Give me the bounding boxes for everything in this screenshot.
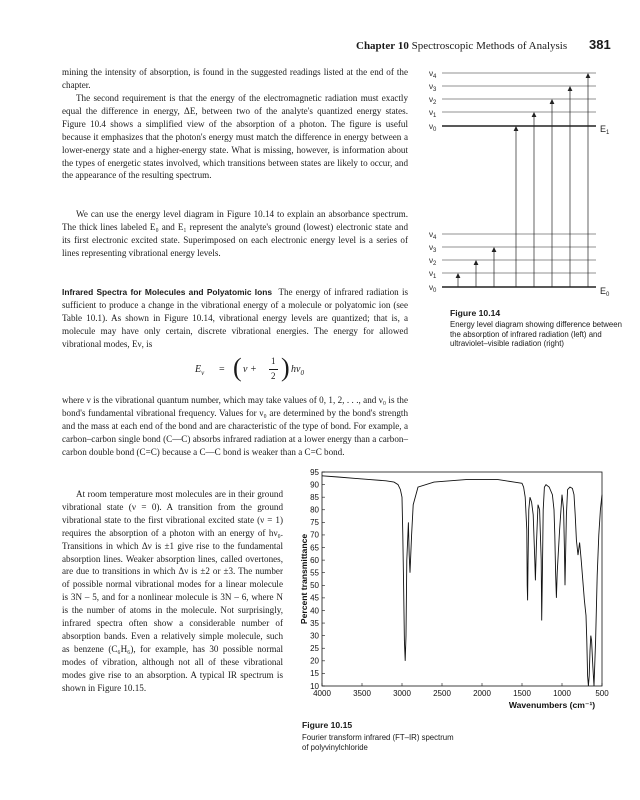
transition-arrow-head — [474, 260, 479, 265]
eq-numerator: 1 — [271, 356, 276, 366]
y-tick-label: 50 — [310, 581, 319, 591]
figure-10-14-caption — [450, 308, 626, 349]
y-tick-label: 15 — [310, 669, 319, 679]
chart-axes — [322, 472, 602, 686]
figure-10-15-caption — [302, 720, 542, 752]
chapter-number: 10 — [397, 40, 409, 52]
x-tick-label: 4000 — [313, 689, 331, 698]
x-axis-label: Wavenumbers (cm⁻¹) — [508, 700, 596, 710]
state-label-e0: $E_0$ — [600, 286, 610, 298]
transition-arrow-head — [492, 247, 497, 252]
y-tick-label: 95 — [310, 467, 319, 477]
y-tick-label: 65 — [310, 543, 319, 553]
eq-denominator: 2 — [271, 371, 276, 381]
lower-level-label: $\nu_1$ — [429, 269, 437, 280]
paragraph-5: where ν is the vibrational quantum number, which may take values of 0, 1, 2, . . ., and ν₀ is the bond's fundamental vibrational frequency. Values for ν₀ are determined by the bond's strength and the mass at each end of the bond and are characteristic of the type of bond. For example, a carbon–carbon single bond (C—C) absorbs infrared radiation at a lower energy than a carbon–carbon double bond (C=C) because a C—C bond is weaker than a C=C bond. — [62, 395, 408, 457]
section-heading: Infrared Spectra for Molecules and Polyatomic Ions — [62, 287, 272, 297]
state-label-e1: $E_1$ — [600, 124, 610, 136]
page-number: 381 — [589, 37, 611, 52]
figure-10-14-title: Figure 10.14 — [450, 308, 501, 318]
figure-10-14-text: Energy level diagram showing difference between the absorption of infrared radiation (left) and ultraviolet–visible radiation (right) — [450, 320, 622, 349]
transition-arrow-head — [532, 112, 537, 117]
y-tick-label: 20 — [310, 656, 319, 666]
upper-level-label: $\nu_2$ — [429, 95, 437, 106]
upper-vibrational-levels — [429, 69, 596, 133]
energy-level-diagram — [420, 60, 620, 298]
figure-10-15-line1: Fourier transform infrared (FT–IR) spectrum — [302, 733, 454, 742]
paragraph-2: The second requirement is that the energy of the electromagnetic radiation must exactly equal the difference in energy, ΔE, between two of the analyte's quantized energy states. Figure 10.4 shows a simplified view of the absorption of a photon. The figure is useful because it emphasizes that the photon's energy must match the difference in energy between a lower-energy state and a higher-energy state. What is missing, however, is information about the types of energetic states involved, which transitions between states are likely to occur, and the appearance of the resulting spectrum. — [62, 93, 408, 181]
spectrum-line — [322, 476, 602, 686]
equation-vibrational-energy — [195, 355, 315, 387]
ir-spectrum-chart — [298, 462, 614, 714]
x-tick-labels — [313, 689, 609, 698]
eq-v: ν + — [243, 364, 257, 375]
y-tick-label: 70 — [310, 530, 319, 540]
y-tick-label: 40 — [310, 606, 319, 616]
x-tick-label: 500 — [595, 689, 609, 698]
y-tick-label: 30 — [310, 631, 319, 641]
upper-level-label: $\nu_4$ — [429, 69, 437, 80]
figure-10-15-line2: of polyvinylchloride — [302, 742, 368, 752]
transition-arrow-head — [550, 99, 555, 104]
eq-fraction-bar — [269, 369, 278, 370]
paragraph-6: At room temperature most molecules are in their ground vibrational state (ν = 0). A transition from the ground vibrational state to the first vibrational excited state (ν = 1) requires the absorption of a photon with an energy of hν₀. Transitions in which Δν is ±1 give rise to the fundamental absorption lines. Weaker absorption lines, called overtones, are due to transitions in which Δν is ±2 or ±3. The number of possible normal vibrational modes for a linear molecule is 3N – 5, and for a nonlinear molecule is 3N – 6, where N is the number of atoms in the molecule. Not surprisingly, infrared spectra often show a considerable number of absorption bands. Even a relatively simple molecule, such as benzene (C₆H₆), for example, has 30 possible normal modes of vibration, although not all of these vibrational modes give rise to an absorption. A typical IR spectrum is shown in Figure 10.15. — [62, 489, 283, 693]
running-header — [356, 40, 567, 52]
upper-level-label: $\nu_0$ — [429, 122, 437, 133]
y-tick-label: 85 — [310, 492, 319, 502]
lower-level-label: $\nu_2$ — [429, 256, 437, 267]
lower-level-label: $\nu_3$ — [429, 243, 437, 254]
transition-arrow-head — [456, 273, 461, 278]
figure-10-15-title: Figure 10.15 — [302, 720, 353, 730]
y-tick-label: 45 — [310, 593, 319, 603]
paragraph-4-body: The energy of infrared radiation is sufficient to produce a change in the vibrational energy of a molecule or polyatomic ion (see Table 10.1). As shown in Figure 10.14, vibrational energy levels are quantized; that is, a molecule may have only certain, discrete vibrational energies. The energy for allowed vibrational modes, Eν, is — [62, 287, 409, 349]
y-tick-label: 10 — [310, 681, 319, 691]
y-tick-label: 25 — [310, 644, 319, 654]
y-tick-label: 90 — [310, 480, 319, 490]
paragraph-1: mining the intensity of absorption, is found in the suggested readings listed at the end of the chapter. — [62, 67, 408, 90]
y-tick-label: 75 — [310, 518, 319, 528]
y-tick-label: 80 — [310, 505, 319, 515]
y-tick-labels — [310, 468, 319, 691]
x-tick-label: 2500 — [433, 689, 451, 698]
eq-lhs-sub: ν — [201, 369, 205, 377]
upper-level-label: $\nu_1$ — [429, 108, 437, 119]
x-tick-label: 1500 — [513, 689, 531, 698]
x-tick-label: 2000 — [473, 689, 491, 698]
upper-level-label: $\nu_3$ — [429, 82, 437, 93]
eq-rhs: hν — [291, 364, 301, 375]
paragraph-3: We can use the energy level diagram in Figure 10.14 to explain an absorbance spectrum. The thick lines labeled E₀ and E₁ represent the analyte's ground (lowest) electronic state and its first electronic excited state. Superimposed on each electronic energy level is a series of lines representing vibrational energy levels. — [62, 209, 408, 258]
x-tick-label: 3500 — [353, 689, 371, 698]
y-tick-label: 60 — [310, 555, 319, 565]
chapter-label: Chapter — [356, 40, 396, 52]
plot-frame — [322, 472, 602, 686]
y-tick-label: 55 — [310, 568, 319, 578]
chapter-title: Spectroscopic Methods of Analysis — [411, 40, 568, 52]
transition-arrows — [456, 73, 591, 287]
eq-lhs: E — [195, 364, 202, 375]
paragraph-4 — [62, 286, 408, 351]
eq-rhs-sub: 0 — [300, 369, 304, 377]
x-tick-label: 3000 — [393, 689, 411, 698]
lower-level-label: $\nu_0$ — [429, 283, 437, 294]
eq-right-paren: ) — [281, 353, 290, 382]
x-tick-label: 1000 — [553, 689, 571, 698]
eq-left-paren: ( — [233, 353, 242, 382]
transition-arrow-head — [568, 86, 573, 91]
transition-arrow-head — [586, 73, 591, 78]
y-tick-label: 35 — [310, 618, 319, 628]
lower-vibrational-levels — [429, 230, 596, 294]
lower-level-label: $\nu_4$ — [429, 230, 437, 241]
y-axis-label: Percent transmittance — [299, 533, 309, 625]
eq-equals: = — [219, 364, 225, 375]
